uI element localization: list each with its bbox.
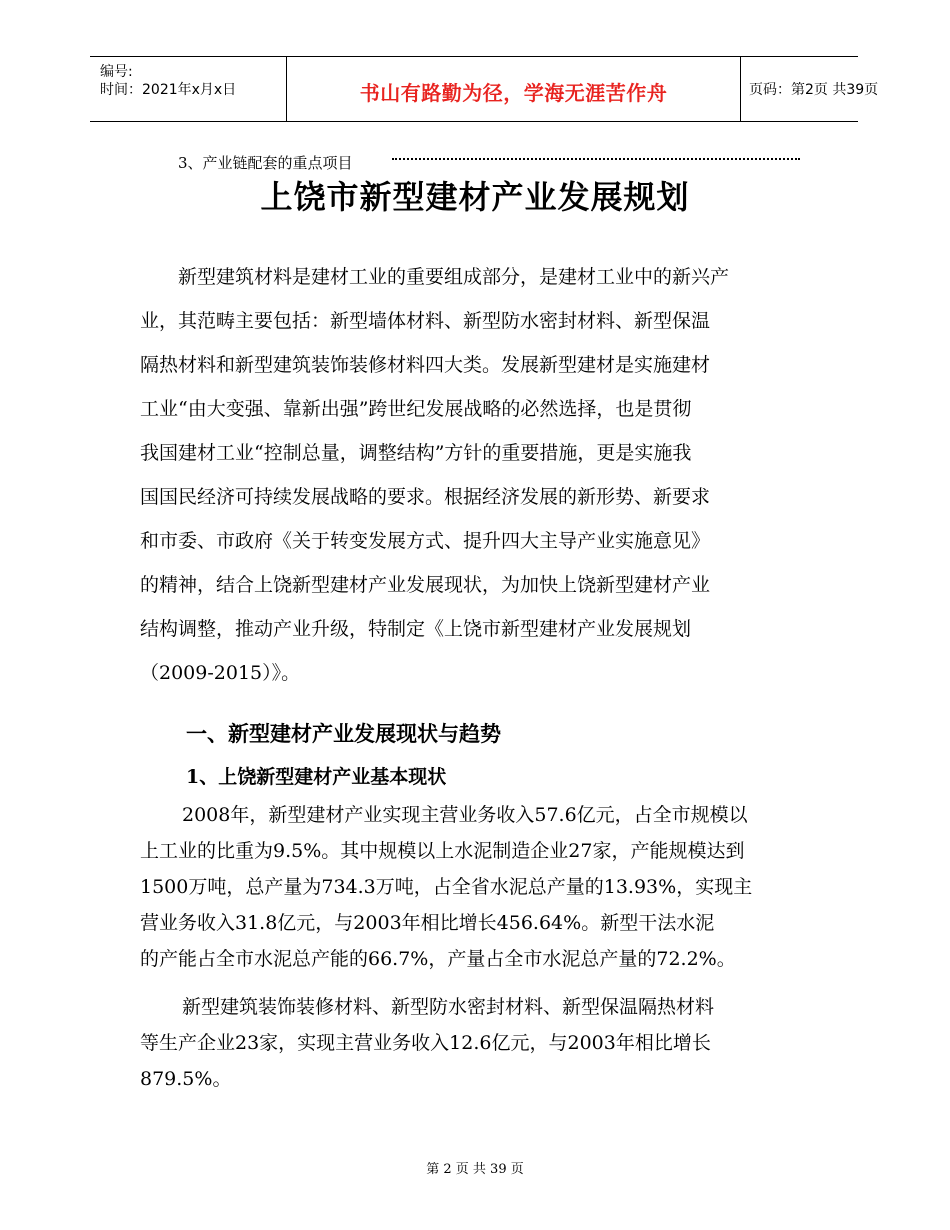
intro-line: 工业“由大变强、靠新出强”跨世纪发展战略的必然选择，也是贯彻 (140, 398, 692, 420)
intro-line: 的精神，结合上饶新型建材产业发展现状，为加快上饶新型建材产业 (140, 574, 711, 596)
materials-line: 等生产企业23家，实现主营业务收入12.6亿元，与2003年相比增长 (140, 1032, 711, 1054)
toc-entry: 3、产业链配套的重点项目 (178, 154, 353, 172)
materials-line: 新型建筑装饰装修材料、新型防水密封材料、新型保温隔热材料 (182, 996, 715, 1018)
document-title: 上饶市新型建材产业发展规划 (260, 178, 690, 216)
intro-line: 国国民经济可持续发展战略的要求。根据经济发展的新形势、新要求 (140, 486, 711, 508)
page-header (90, 56, 879, 122)
header-motto: 书山有路勤为径，学海无涯苦作舟 (359, 81, 668, 105)
intro-line: 业，其范畴主要包括：新型墙体材料、新型防水密封材料、新型保温 (140, 310, 711, 332)
header-page-info: 页码：第2页 共39页 (749, 82, 879, 98)
page-footer: 第 2 页 共 39 页 (426, 1162, 524, 1177)
intro-line: 和市委、市政府《关于转变发展方式、提升四大主导产业实施意见》 (140, 530, 711, 552)
header-meta (90, 57, 286, 121)
materials-line: 879.5%。 (140, 1068, 232, 1090)
code-label: 编号: (100, 64, 133, 80)
status-line: 的产能占全市水泥总产能的66.7%，产量占全市水泥总产量的72.2%。 (140, 948, 736, 970)
intro-line: （2009-2015）》。 (140, 662, 301, 684)
intro-line: 隔热材料和新型建筑装饰装修材料四大类。发展新型建材是实施建材 (140, 354, 711, 376)
intro-line: 我国建材工业“控制总量，调整结构”方针的重要措施，更是实施我 (140, 442, 692, 464)
intro-line: 新型建筑材料是建材工业的重要组成部分，是建材工业中的新兴产 (178, 266, 730, 288)
status-line: 1500万吨，总产量为734.3万吨，占全省水泥总产量的13.93%，实现主 (140, 876, 753, 898)
intro-line: 结构调整，推动产业升级，特制定《上饶市新型建材产业发展规划 (140, 618, 692, 640)
time-label: 时间：2021年x月x日 (100, 82, 237, 98)
toc-leader-dots (392, 148, 800, 160)
status-line: 上工业的比重为9.5%。其中规模以上水泥制造企业27家，产能规模达到 (140, 840, 745, 862)
section-heading: 一、新型建材产业发展现状与趋势 (186, 722, 501, 746)
status-line: 2008年，新型建材产业实现主营业务收入57.6亿元，占全市规模以 (182, 804, 748, 826)
subsection-heading: 1、上饶新型建材产业基本现状 (186, 766, 447, 788)
header-motto-cell (286, 57, 741, 121)
status-line: 营业务收入31.8亿元，与2003年相比增长456.64%。新型干法水泥 (140, 912, 715, 934)
header-page-cell (741, 57, 879, 121)
